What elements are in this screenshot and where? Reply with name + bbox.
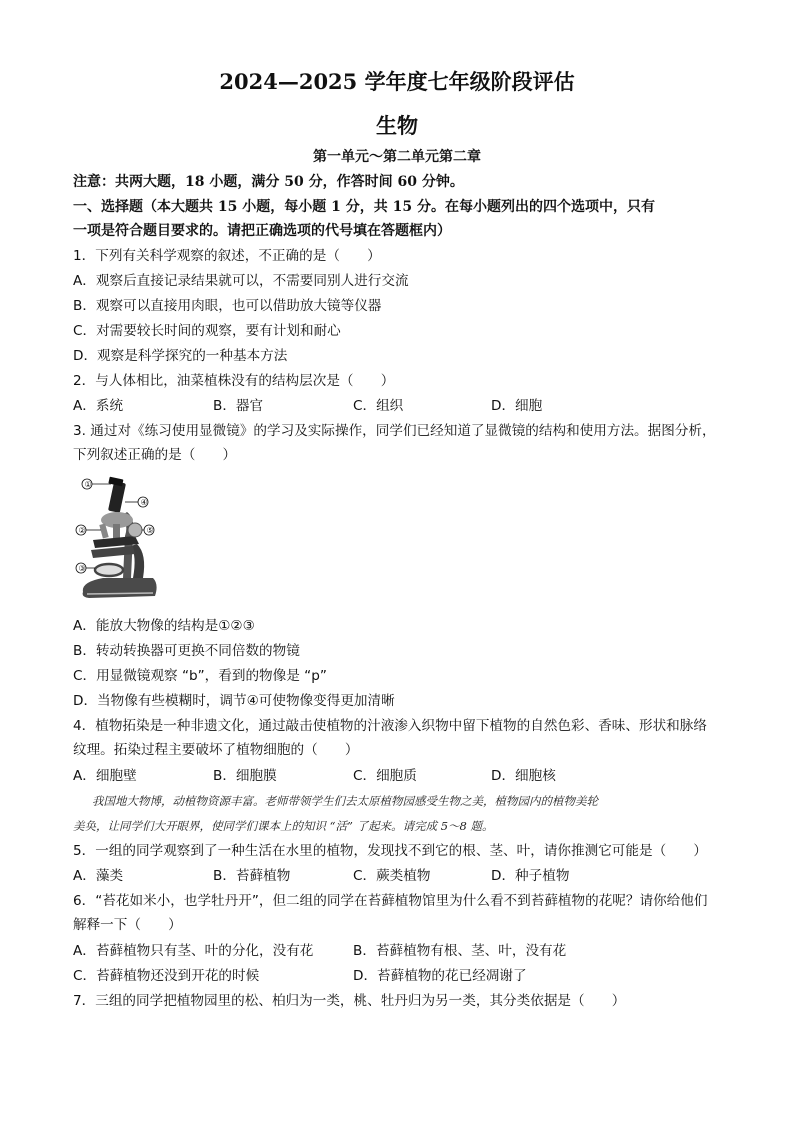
notice-line: 注意：共两大题，18 小题，满分 50 分，作答时间 60 分钟。	[73, 174, 464, 190]
figure-label-1: ①	[84, 480, 92, 489]
figure-label-3: ③	[78, 564, 86, 573]
figure-label-2: ②	[78, 526, 86, 535]
exam-title: 2024—2025 学年度七年级阶段评估	[219, 69, 575, 94]
q2-option-c: C．组织	[353, 398, 404, 414]
q1-option-c: C．对需要较长时间的观察，要有计划和耐心	[73, 323, 341, 339]
q6-option-d: D．苔藓植物的花已经凋谢了	[353, 968, 527, 984]
q6-option-c: C．苔藓植物还没到开花的时候	[73, 968, 260, 984]
q4-options	[73, 766, 723, 786]
figure-label-4: ④	[140, 498, 148, 507]
q4-option-d: D．细胞核	[491, 768, 556, 784]
figure-label-5: ⑤	[146, 526, 154, 535]
microscope-figure	[73, 474, 163, 606]
q6-stem-line1: 6．“苔花如米小，也学牡丹开”，但二组的同学在苔藓植物馆里为什么看不到苔藓植物的花呢？请你给他们	[73, 893, 708, 909]
q4-option-b: B．细胞膜	[213, 768, 277, 784]
q3-stem-line1: 3. 通过对《练习使用显微镜》的学习及实际操作，同学们已经知道了显微镜的结构和使用方法。据图分析，	[73, 423, 716, 439]
q6-options-row2	[73, 966, 723, 986]
q5-option-d: D．种子植物	[491, 868, 570, 884]
material-line2: 美奂，让同学们大开眼界，使同学们课本上的知识 “活” 了起来。请完成 5～8 题。	[73, 819, 494, 833]
q1-stem: 1．下列有关科学观察的叙述，不正确的是（ ）	[73, 248, 381, 264]
q6-option-a: A．苔藓植物只有茎、叶的分化，没有花	[73, 943, 314, 959]
q1-option-b: B．观察可以直接用肉眼，也可以借助放大镜等仪器	[73, 298, 382, 314]
q7-stem: 7．三组的同学把植物园里的松、柏归为一类，桃、牡丹归为另一类，其分类依据是（ ）	[73, 993, 626, 1009]
section-heading-line2: 一项是符合题目要求的。请把正确选项的代号填在答题框内）	[73, 223, 451, 239]
q5-option-a: A．藻类	[73, 868, 124, 884]
q5-option-b: B．苔藓植物	[213, 868, 291, 884]
q6-option-b: B．苔藓植物有根、茎、叶，没有花	[353, 943, 567, 959]
q6-stem-line2: 解释一下（ ）	[73, 917, 182, 933]
q6-options-row1	[73, 941, 723, 961]
subject-title: 生物	[376, 113, 418, 138]
q2-option-a: A．系统	[73, 398, 124, 414]
q2-stem: 2．与人体相比，油菜植株没有的结构层次是（ ）	[73, 373, 395, 389]
q5-options	[73, 866, 723, 886]
q4-stem-line2: 纹理。拓染过程主要破坏了植物细胞的（ ）	[73, 742, 359, 758]
material-line1: 我国地大物博，动植物资源丰富。老师带领学生们去太原植物园感受生物之美，植物园内的植物美轮	[92, 794, 598, 808]
scope-line: 第一单元～第二单元第二章	[313, 149, 481, 165]
q3-option-a: A．能放大物像的结构是①②③	[73, 618, 255, 634]
q4-stem-line1: 4．植物拓染是一种非遗文化，通过敲击使植物的汁液渗入织物中留下植物的自然色彩、香味、形状和脉络	[73, 718, 707, 734]
q3-option-b: B．转动转换器可更换不同倍数的物镜	[73, 643, 300, 659]
q4-option-a: A．细胞壁	[73, 768, 137, 784]
q2-option-d: D．细胞	[491, 398, 543, 414]
q1-option-d: D．观察是科学探究的一种基本方法	[73, 348, 288, 364]
section-heading-line1: 一、选择题（本大题共 15 小题，每小题 1 分，共 15 分。在每小题列出的四个选项中，只有	[73, 199, 655, 215]
q2-option-b: B．器官	[213, 398, 264, 414]
q4-option-c: C．细胞质	[353, 768, 417, 784]
q3-option-d: D．当物像有些模糊时，调节④可使物像变得更加清晰	[73, 693, 395, 709]
q5-option-c: C．蕨类植物	[353, 868, 431, 884]
q3-option-c: C．用显微镜观察 “b”，看到的物像是 “p”	[73, 668, 327, 684]
q1-option-a: A．观察后直接记录结果就可以，不需要同别人进行交流	[73, 273, 409, 289]
q3-stem-line2: 下列叙述正确的是（ ）	[73, 447, 237, 463]
q2-options	[73, 396, 723, 416]
q5-stem: 5．一组的同学观察到了一种生活在水里的植物，发现找不到它的根、茎、叶，请你推测它可能是（ ）	[73, 843, 707, 859]
